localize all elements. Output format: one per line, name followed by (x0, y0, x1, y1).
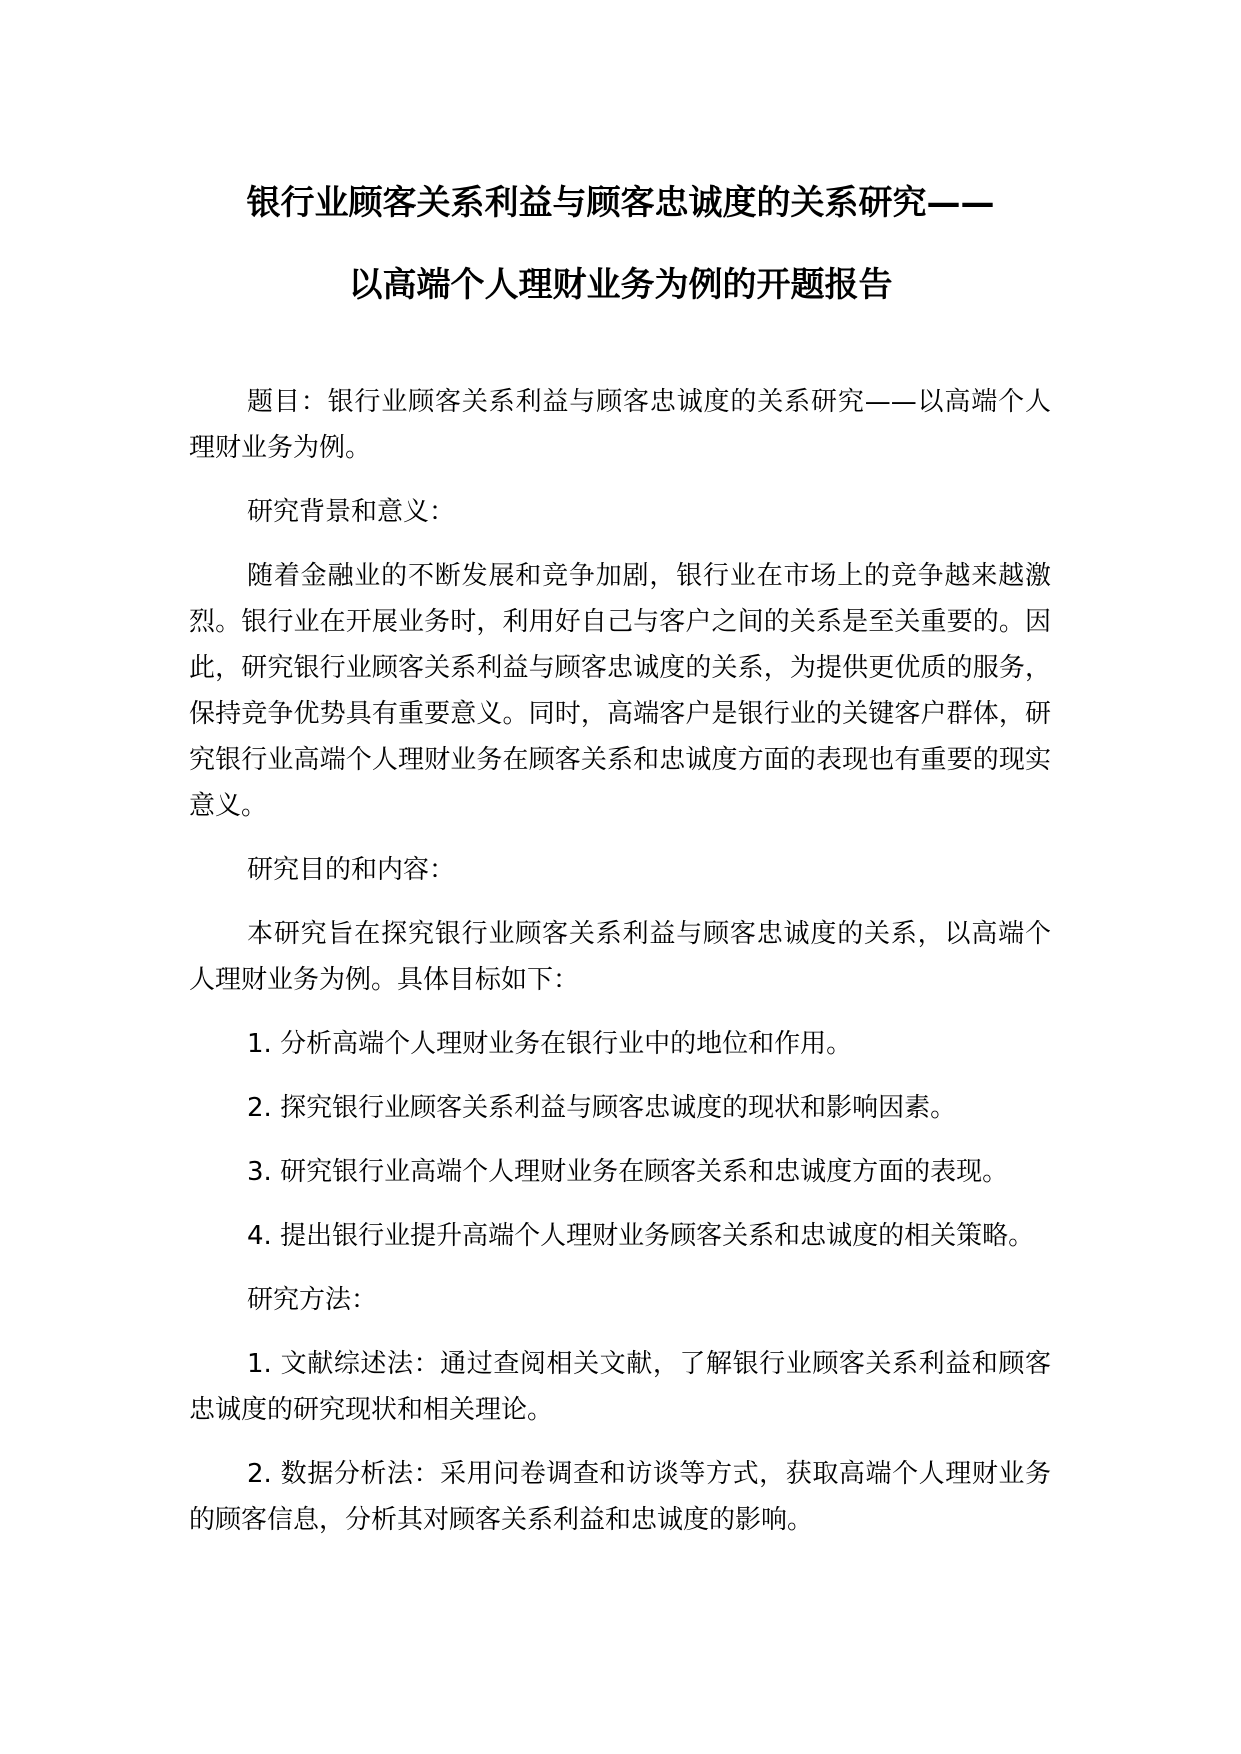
paragraph-topic: 题目：银行业顾客关系利益与顾客忠诚度的关系研究——以高端个人理财业务为例。 (189, 387, 1051, 463)
paragraph-objectives: 本研究旨在探究银行业顾客关系利益与顾客忠诚度的关系，以高端个人理财业务为例。具体目标如下： (189, 919, 1051, 995)
objective-item-3: 3. 研究银行业高端个人理财业务在顾客关系和忠诚度方面的表现。 (247, 1157, 1009, 1187)
paragraph-background: 随着金融业的不断发展和竞争加剧，银行业在市场上的竞争越来越激烈。银行业在开展业务时，利用好自己与客户之间的关系是至关重要的。因此，研究银行业顾客关系利益与顾客忠诚度的关系，为提供更优质的服务，保持竞争优势具有重要意义。同时，高端客户是银行业的关键客户群体，研究银行业高端个人理财业务在顾客关系和忠诚度方面的表现也有重要的现实意义。 (189, 561, 1051, 821)
heading-objectives: 研究目的和内容： (247, 855, 456, 885)
objective-item-2: 2. 探究银行业顾客关系利益与顾客忠诚度的现状和影响因素。 (247, 1093, 957, 1123)
objective-item-4: 4. 提出银行业提升高端个人理财业务顾客关系和忠诚度的相关策略。 (247, 1221, 1035, 1251)
heading-methods: 研究方法： (247, 1285, 378, 1315)
method-item-2: 2. 数据分析法：采用问卷调查和访谈等方式，获取高端个人理财业务的顾客信息，分析其对顾客关系利益和忠诚度的影响。 (189, 1459, 1051, 1535)
method-item-1: 1. 文献综述法：通过查阅相关文献，了解银行业顾客关系利益和顾客忠诚度的研究现状和相关理论。 (189, 1349, 1051, 1425)
heading-background: 研究背景和意义： (247, 497, 456, 527)
document-title-line-1: 银行业顾客关系利益与顾客忠诚度的关系研究—— (246, 183, 995, 223)
document-body (189, 379, 1051, 1561)
objective-item-1: 1. 分析高端个人理财业务在银行业中的地位和作用。 (247, 1029, 853, 1059)
document-title-line-2: 以高端个人理财业务为例的开题报告 (348, 265, 893, 305)
